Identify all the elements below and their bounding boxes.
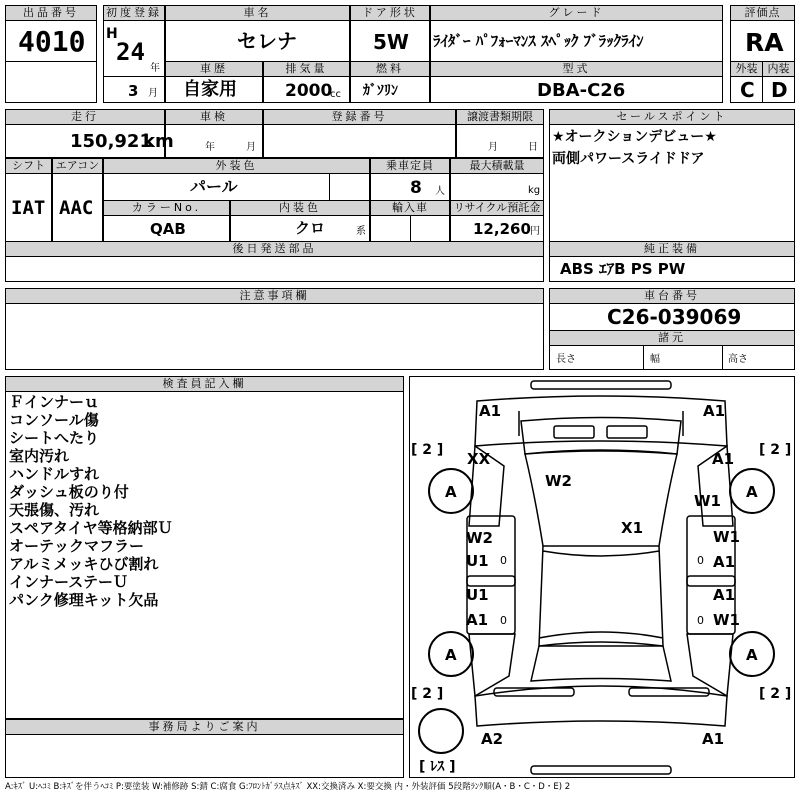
sales-point-2: 両側パワースライドドア — [552, 151, 705, 167]
score: RA — [745, 28, 784, 57]
car-outline — [467, 381, 735, 774]
height-label: 高さ — [728, 354, 748, 365]
mark-a1-tl: A1 — [479, 402, 502, 420]
inspector-note: アルミメッキひび割れ — [9, 555, 159, 573]
mark-a1-rr: A1 — [713, 586, 736, 604]
mark-a-rr-tire: A — [746, 646, 758, 664]
mark-a-rf-tire: A — [746, 483, 758, 501]
inspector-note: シートへたり — [9, 429, 100, 447]
mark-w2-ld: W2 — [466, 529, 493, 547]
transfer-day-unit: 日 — [528, 142, 538, 153]
mark-a1-lr: A1 — [466, 611, 489, 629]
transfer-month-unit: 月 — [488, 142, 498, 153]
import-label: 輸入車 — [370, 200, 450, 216]
inspector-note: オーテックマフラー — [9, 537, 145, 555]
spare-tire-status: [ ﾚｽ ] — [419, 759, 456, 775]
car-damage-diagram — [409, 376, 795, 778]
spare-tire — [419, 709, 463, 753]
exterior-grade-label: 外装 — [730, 61, 763, 77]
grade-label: グレード — [430, 5, 723, 21]
history: 自家用 — [183, 79, 237, 100]
score-label: 評価点 — [730, 5, 795, 21]
inspector-label: 検査員記入欄 — [5, 376, 404, 392]
sales-point-label: セールスポイント — [549, 109, 795, 125]
recycle-fee-label: リサイクル預託金 — [450, 200, 544, 216]
mark-u1-ld: U1 — [466, 552, 489, 570]
first-registration-label: 初度登録 — [103, 5, 165, 21]
plate-label: 登録番号 — [263, 109, 456, 125]
mileage: 150,921 — [70, 131, 152, 152]
plate-cell — [263, 124, 456, 158]
shift: IAT — [11, 197, 46, 219]
mark-a1-br: A1 — [702, 730, 725, 748]
model-label: 型式 — [430, 61, 723, 77]
mark-w1-rf: W1 — [694, 492, 721, 510]
handle-mark: 0 — [697, 614, 704, 627]
mileage-unit: km — [143, 131, 174, 152]
color-number-label: カラーNo. — [103, 200, 230, 216]
handle-mark: 0 — [500, 614, 507, 627]
chassis-number: C26-039069 — [607, 305, 742, 329]
year-unit: 年 — [150, 63, 160, 74]
aircon-label: エアコン — [52, 158, 103, 174]
mark-w1-rr: W1 — [713, 611, 740, 629]
mark-a-lf-tire: A — [445, 483, 457, 501]
displacement-label: 排気量 — [263, 61, 350, 77]
fuel-label: 燃料 — [350, 61, 430, 77]
mark-a1-tr: A1 — [703, 402, 726, 420]
office-label: 事務局よりご案内 — [5, 719, 404, 735]
mileage-label: 走行 — [5, 109, 165, 125]
displacement-unit: cc — [330, 89, 341, 100]
handle-mark: 0 — [697, 554, 704, 567]
office-cell — [5, 734, 404, 778]
equipment-label: 純正装備 — [549, 241, 795, 257]
aircon: AAC — [59, 197, 94, 219]
capacity-label: 乗車定員 — [370, 158, 450, 174]
tire-tread-rr: [ 2 ] — [759, 686, 792, 702]
mark-xx: XX — [467, 450, 491, 468]
inspection-year-unit: 年 — [205, 142, 215, 153]
later-parts-label: 後日発送部品 — [5, 241, 544, 257]
notes-label: 注意事項欄 — [5, 288, 544, 304]
car-name: セレナ — [237, 29, 297, 53]
length-label: 長さ — [556, 354, 576, 365]
inspector-note: スペアタイヤ等格納部Ｕ — [9, 519, 173, 537]
equipment: ABS ｴｱB PS PW — [560, 260, 686, 278]
max-load-label: 最大積載量 — [450, 158, 544, 174]
color: パール — [190, 177, 238, 196]
capacity: 8 — [410, 178, 422, 198]
registration-year: 24 — [116, 38, 145, 66]
mark-a-lr-tire: A — [445, 646, 457, 664]
inspector-note: パンク修理キット欠品 — [9, 591, 159, 609]
spec-label: 諸元 — [549, 330, 795, 346]
history-label: 車歴 — [165, 61, 263, 77]
interior-grade: D — [771, 78, 788, 102]
mark-a1-rf: A1 — [712, 450, 735, 468]
grade: ﾗｲﾀﾞｰ ﾊﾟﾌｫｰﾏﾝｽ ｽﾍﾟｯｸ ﾌﾞﾗｯｸﾗｲﾝ — [433, 32, 644, 50]
mark-u1-lr: U1 — [466, 586, 489, 604]
month-unit: 月 — [148, 88, 158, 99]
inspection-label: 車検 — [165, 109, 263, 125]
mark-w1-rd: W1 — [713, 528, 740, 546]
inspection-month-unit: 月 — [246, 142, 256, 153]
door-type: 5W — [373, 30, 409, 54]
displacement: 2000 — [285, 81, 333, 101]
car-name-label: 車名 — [165, 5, 350, 21]
lot-number: 4010 — [18, 25, 86, 58]
mark-w2-hood: W2 — [545, 472, 572, 490]
model: DBA-C26 — [537, 80, 626, 101]
tire-tread-fr: [ 2 ] — [759, 442, 792, 458]
inspector-note: ダッシュ板のり付 — [9, 483, 129, 501]
shift-label: シフト — [5, 158, 52, 174]
width-label: 幅 — [650, 354, 660, 365]
import-sub-divider — [410, 215, 450, 242]
max-load-unit: kg — [528, 185, 541, 196]
lot-blank-cell — [5, 61, 97, 103]
registration-month: 3 — [128, 82, 139, 100]
interior-color-unit: 系 — [356, 226, 366, 237]
mark-a1-rd: A1 — [713, 553, 736, 571]
later-parts-cell — [5, 256, 544, 282]
color-number: QAB — [150, 220, 186, 238]
lot-number-label: 出品番号 — [5, 5, 97, 21]
capacity-unit: 人 — [435, 186, 445, 197]
handle-mark: 0 — [500, 554, 507, 567]
recycle-fee: 12,260 — [473, 220, 531, 238]
inspector-note: 室内汚れ — [9, 447, 70, 465]
era: H — [106, 26, 118, 42]
inspector-note: インナーステーＵ — [9, 573, 128, 591]
notes-cell — [5, 303, 544, 370]
inspector-note: ハンドルすれ — [9, 465, 100, 483]
chassis-label: 車台番号 — [549, 288, 795, 304]
interior-color-label: 内装色 — [230, 200, 370, 216]
mark-a2-bl: A2 — [481, 730, 504, 748]
interior-grade-label: 内装 — [762, 61, 795, 77]
inspector-notes — [9, 393, 173, 609]
mark-x1: X1 — [621, 519, 644, 537]
tire-tread-fl: [ 2 ] — [411, 442, 444, 458]
color-label: 外装色 — [103, 158, 370, 174]
damage-legend: A:ｷｽﾞ U:ﾍｺﾐ B:ｷｽﾞを伴うﾍｺﾐ P:要塗装 W:補修跡 S:錆 C:腐食 G:ﾌﾛﾝﾄｶﾞﾗｽ点ｷｽﾞ XX:交換済み X:要交換 内・外装評価 5段階ﾗﾝｸ順(A・B・C・D・E) 2 — [5, 782, 571, 792]
interior-color: クロ — [295, 219, 326, 237]
fuel: ｶﾞｿﾘﾝ — [363, 83, 398, 99]
transfer-deadline-label: 譲渡書類期限 — [456, 109, 544, 125]
inspector-note: 天張傷、汚れ — [9, 501, 100, 519]
sales-point-1: ★オークションデビュー★ — [552, 129, 717, 145]
inspector-note: コンソール傷 — [9, 411, 99, 429]
tire-tread-rl: [ 2 ] — [411, 686, 444, 702]
exterior-grade: C — [740, 78, 755, 102]
inspector-note: Ｆインナーｕ — [9, 393, 100, 411]
recycle-fee-unit: 円 — [530, 226, 540, 237]
color-sub-divider — [329, 173, 370, 201]
door-type-label: ドア形状 — [350, 5, 430, 21]
